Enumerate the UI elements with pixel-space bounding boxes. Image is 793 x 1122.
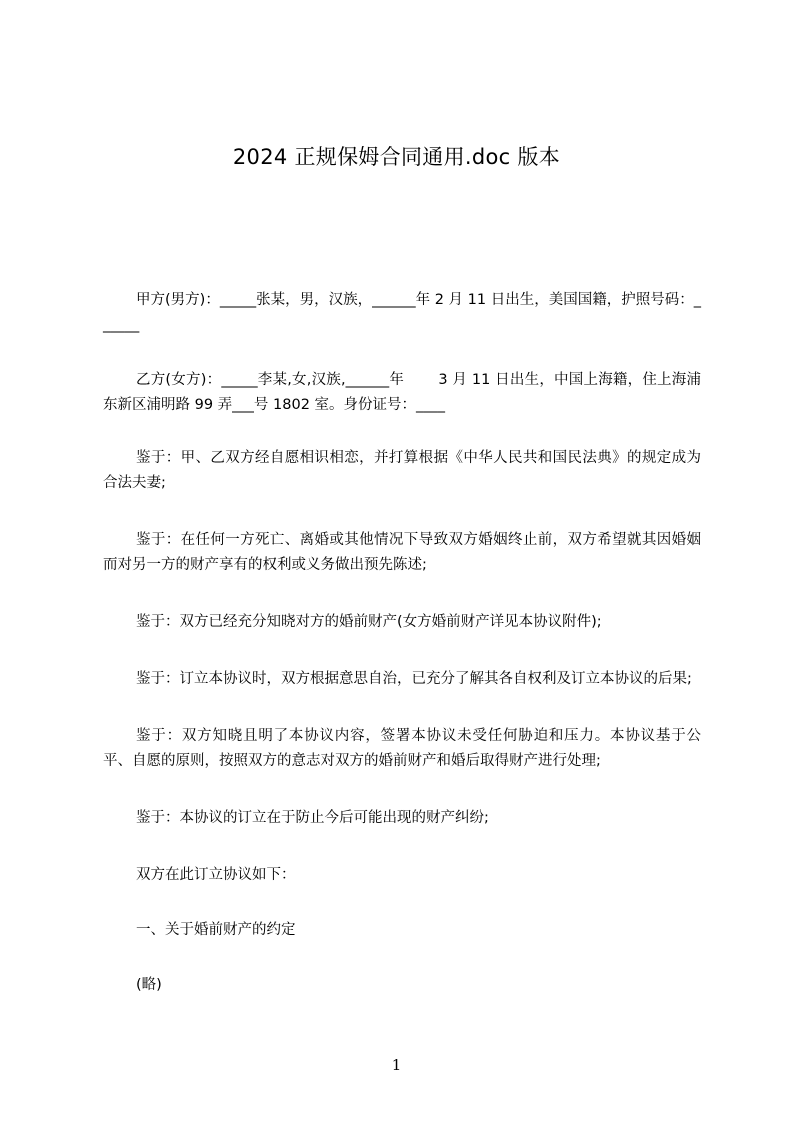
whereas-paragraph-4: 鉴于：订立本协议时，双方根据意思自治，已充分了解其各自权利及订立本协议的后果; bbox=[136, 671, 692, 687]
page-number: 1 bbox=[391, 1056, 402, 1074]
document-body bbox=[103, 288, 701, 998]
whereas-paragraph-6: 鉴于：本协议的订立在于防止今后可能出现的财产纠纷; bbox=[136, 810, 489, 826]
section-heading-premarital-property: 一、关于婚前财产的约定 bbox=[136, 922, 296, 938]
whereas-paragraph-5: 鉴于：双方知晓且明了本协议内容，签署本协议未受任何胁迫和压力。本协议基于公平、自愿的原则，按照双方的意志对双方的婚前财产和婚后取得财产进行处理; bbox=[103, 728, 701, 769]
whereas-paragraph-2: 鉴于：在任何一方死亡、离婚或其他情况下导致双方婚姻终止前，双方希望就其因婚姻而对另一方的财产享有的权利或义务做出预先陈述; bbox=[103, 532, 701, 573]
agreement-intro-paragraph: 双方在此订立协议如下： bbox=[136, 867, 296, 883]
party-a-paragraph: 甲方(男方)：_____张某，男，汉族，______年 2 月 11 日出生，美国国籍，护照号码：______ bbox=[103, 292, 701, 333]
whereas-paragraph-1: 鉴于：甲、乙双方经自愿相识相恋，并打算根据《中华人民共和国民法典》的规定成为合法夫妻; bbox=[103, 450, 701, 491]
document-title: 2024 正规保姆合同通用.doc 版本 bbox=[232, 145, 561, 169]
whereas-paragraph-3: 鉴于：双方已经充分知晓对方的婚前财产(女方婚前财产详见本协议附件); bbox=[136, 614, 602, 630]
omitted-note: (略) bbox=[136, 977, 162, 993]
party-b-paragraph: 乙方(女方)：_____李某,女,汉族,______年 3 月 11 日出生，中国上海籍，住上海浦东新区浦明路 99 弄___号 1802 室。身份证号：____ bbox=[103, 372, 701, 413]
